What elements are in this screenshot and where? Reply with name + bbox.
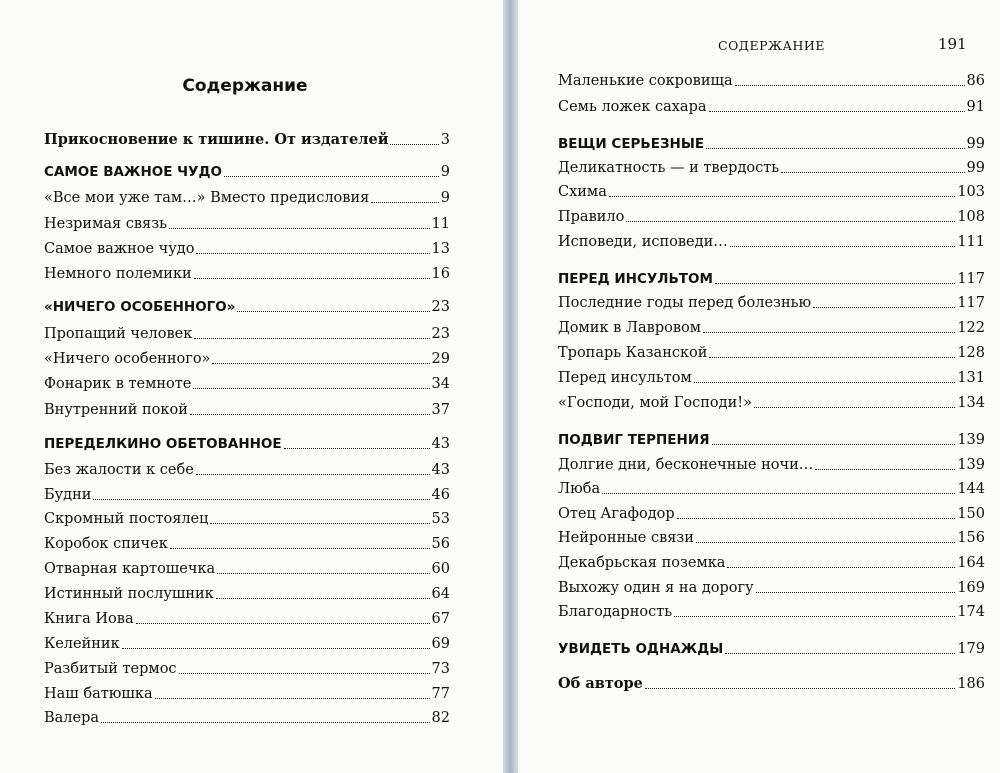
toc-entry-page: 111 (957, 234, 985, 250)
toc-entry (44, 612, 450, 627)
toc-entry-page: 69 (431, 636, 450, 652)
dot-leader (237, 310, 429, 312)
toc-entry-page: 13 (431, 241, 450, 257)
toc-entry-page: 108 (957, 209, 985, 225)
toc-entry-page: 43 (431, 462, 450, 478)
toc-entry-title: Истинный послушник (44, 586, 214, 602)
toc-entry-title: Валера (44, 710, 100, 726)
dot-leader (735, 84, 965, 86)
toc-entry (558, 642, 985, 657)
dot-leader (696, 541, 955, 543)
dot-leader (212, 362, 429, 364)
toc-entry-title: Прикосновение к тишине. От издателей (44, 131, 389, 148)
toc-entry-page: 23 (431, 326, 450, 342)
dot-leader (224, 175, 439, 177)
toc-entry (44, 537, 450, 552)
toc-entry-page: 34 (431, 376, 450, 392)
dot-leader (645, 687, 955, 689)
toc-entry (44, 377, 450, 392)
dot-leader (179, 672, 430, 674)
toc-entry-title: Наш батюшка (44, 686, 153, 702)
toc-entry-title: Пропащий человек (44, 326, 193, 342)
toc-entry (44, 133, 450, 148)
toc-entry (558, 581, 985, 596)
toc-entry (558, 677, 985, 692)
toc-entry-title: «Все мои уже там…» Вместо предисловия (44, 190, 370, 206)
right-page (518, 0, 1000, 773)
toc-entry-page: 37 (431, 402, 450, 418)
toc-entry-page: 117 (957, 295, 985, 311)
toc-entry (44, 300, 450, 315)
toc-entry-title: Деликатность — и твердость (558, 160, 780, 176)
toc-entry-title: Семь ложек сахара (558, 99, 707, 115)
toc-entry-title: Книга Иова (44, 611, 134, 627)
toc-entry (44, 403, 450, 418)
toc-entry-title: Коробок спичек (44, 536, 168, 552)
toc-entry-title: Схима (558, 184, 607, 200)
dot-leader (677, 517, 956, 519)
dot-leader (122, 647, 430, 649)
toc-entry (44, 562, 450, 577)
toc-entry-title: САМОЕ ВАЖНОЕ ЧУДО (44, 164, 222, 180)
toc-entry (558, 433, 985, 448)
toc-entry (558, 507, 985, 522)
toc-entry (44, 267, 450, 282)
dot-leader (210, 522, 429, 524)
toc-entry-page: 99 (966, 136, 985, 152)
toc-entry-page: 139 (957, 432, 985, 448)
dot-leader (390, 143, 438, 145)
dot-leader (194, 337, 429, 339)
toc-entry-title: Нейронные связи (558, 530, 694, 546)
toc-entry-title: Благодарность (558, 604, 673, 620)
toc-entry (44, 165, 450, 180)
dot-leader (703, 331, 955, 333)
dot-leader (602, 492, 955, 494)
dot-leader (727, 566, 955, 568)
toc-entry-title: Выхожу один я на дорогу (558, 580, 754, 596)
dot-leader (196, 252, 429, 254)
toc-entry-page: 67 (431, 611, 450, 627)
toc-entry (44, 191, 450, 206)
dot-leader (371, 201, 439, 203)
toc-entry (44, 637, 450, 652)
dot-leader (93, 498, 429, 500)
toc-entry-title: Перед инсультом (558, 370, 692, 386)
toc-entry-page: 99 (966, 160, 985, 176)
dot-leader (284, 447, 430, 449)
contents-heading: Содержание (182, 76, 308, 96)
toc-entry-title: Последние годы перед болезнью (558, 295, 812, 311)
page-number: 191 (938, 35, 967, 53)
toc-entry-page: 128 (957, 345, 985, 361)
running-head: СОДЕРЖАНИЕ (718, 38, 825, 53)
toc-entry (44, 687, 450, 702)
dot-leader (194, 277, 430, 279)
dot-leader (709, 356, 955, 358)
toc-entry-page: 174 (957, 604, 985, 620)
dot-leader (190, 413, 430, 415)
toc-entry-page: 64 (431, 586, 450, 602)
toc-entry-title: Скромный постоялец (44, 511, 209, 527)
toc-entry (44, 352, 450, 367)
toc-entry-page: 46 (431, 487, 450, 503)
book-gutter (503, 0, 518, 773)
dot-leader (170, 547, 430, 549)
toc-entry-page: 131 (957, 370, 985, 386)
toc-entry-page: 56 (431, 536, 450, 552)
toc-entry-title: Правило (558, 209, 625, 225)
toc-entry-page: 11 (431, 216, 450, 232)
toc-entry-title: Декабрьская поземка (558, 555, 726, 571)
toc-entry (44, 512, 450, 527)
dot-leader (216, 597, 430, 599)
toc-entry (558, 346, 985, 361)
toc-entry (44, 327, 450, 342)
dot-leader (706, 147, 965, 149)
dot-leader (725, 652, 955, 654)
toc-entry (44, 437, 450, 452)
toc-entry (44, 217, 450, 232)
dot-leader (674, 615, 955, 617)
toc-entry-page: 134 (957, 395, 985, 411)
toc-entry (558, 272, 985, 287)
toc-entry (558, 482, 985, 497)
toc-entry-page: 53 (431, 511, 450, 527)
toc-entry (44, 662, 450, 677)
toc-entry (558, 161, 985, 176)
dot-leader (712, 443, 956, 445)
toc-entry-title: УВИДЕТЬ ОДНАЖДЫ (558, 641, 724, 657)
toc-entry-title: ПЕРЕД ИНСУЛЬТОМ (558, 271, 713, 287)
toc-entry-page: 150 (957, 506, 985, 522)
toc-entry-page: 86 (966, 73, 985, 89)
toc-entry (558, 74, 985, 89)
toc-entry-title: Отец Агафодор (558, 506, 675, 522)
toc-entry-page: 164 (957, 555, 985, 571)
toc-entry (558, 556, 985, 571)
toc-entry (558, 605, 985, 620)
toc-entry (558, 100, 985, 115)
toc-entry-page: 29 (431, 351, 450, 367)
toc-entry-page: 144 (957, 481, 985, 497)
toc-entry (558, 235, 985, 250)
toc-entry-title: Маленькие сокровища (558, 73, 733, 89)
toc-entry-page: 186 (957, 676, 985, 692)
toc-entry-title: Келейник (44, 636, 120, 652)
dot-leader (169, 227, 430, 229)
toc-entry-page: 82 (431, 710, 450, 726)
toc-entry-title: Будни (44, 487, 92, 503)
toc-entry-title: «Ничего особенного» (44, 351, 211, 367)
toc-entry-page: 43 (431, 436, 450, 452)
toc-entry-title: Самое важное чудо (44, 241, 195, 257)
toc-entry-page: 16 (431, 266, 450, 282)
dot-leader (715, 282, 955, 284)
toc-entry-title: Фонарик в темноте (44, 376, 192, 392)
toc-entry-page: 169 (957, 580, 985, 596)
dot-leader (815, 468, 955, 470)
dot-leader (609, 195, 955, 197)
toc-entry (558, 137, 985, 152)
toc-entry-title: Люба (558, 481, 601, 497)
toc-entry (44, 711, 450, 726)
dot-leader (781, 171, 964, 173)
toc-entry-page: 9 (440, 190, 450, 206)
toc-entry (44, 488, 450, 503)
dot-leader (101, 721, 430, 723)
dot-leader (626, 220, 955, 222)
toc-entry-page: 117 (957, 271, 985, 287)
toc-entry-page: 23 (431, 299, 450, 315)
dot-leader (193, 387, 429, 389)
toc-entry (558, 185, 985, 200)
toc-entry-title: Тропарь Казанской (558, 345, 708, 361)
toc-entry-title: Без жалости к себе (44, 462, 194, 478)
toc-entry-page: 77 (431, 686, 450, 702)
toc-entry-title: ПЕРЕДЕЛКИНО ОБЕТОВАННОЕ (44, 436, 282, 452)
toc-entry (558, 458, 985, 473)
toc-entry (558, 371, 985, 386)
toc-entry-page: 179 (957, 641, 985, 657)
dot-leader (196, 473, 430, 475)
toc-entry-page: 139 (957, 457, 985, 473)
toc-entry (44, 242, 450, 257)
toc-entry-page: 60 (431, 561, 450, 577)
toc-entry (558, 210, 985, 225)
toc-entry-page: 122 (957, 320, 985, 336)
toc-entry-page: 9 (440, 164, 450, 180)
toc-entry-page: 3 (440, 132, 450, 148)
toc-entry (558, 531, 985, 546)
toc-entry (558, 296, 985, 311)
toc-entry (44, 587, 450, 602)
dot-leader (694, 381, 956, 383)
toc-entry-page: 103 (957, 184, 985, 200)
toc-entry-title: Исповеди, исповеди… (558, 234, 728, 250)
dot-leader (754, 406, 955, 408)
toc-entry (558, 321, 985, 336)
toc-entry-title: Внутренний покой (44, 402, 188, 418)
toc-entry-title: ПОДВИГ ТЕРПЕНИЯ (558, 432, 710, 448)
toc-entry (44, 463, 450, 478)
dot-leader (756, 591, 956, 593)
toc-entry-title: «НИЧЕГО ОСОБЕННОГО» (44, 299, 236, 315)
dot-leader (813, 306, 955, 308)
dot-leader (155, 697, 430, 699)
dot-leader (136, 622, 430, 624)
toc-entry-page: 91 (966, 99, 985, 115)
dot-leader (730, 245, 956, 247)
toc-entry-title: «Господи, мой Господи!» (558, 395, 752, 411)
toc-entry-title: Немного полемики (44, 266, 192, 282)
toc-entry-title: Домик в Лавровом (558, 320, 701, 336)
toc-entry-title: ВЕЩИ СЕРЬЕЗНЫЕ (558, 136, 705, 152)
toc-entry-page: 156 (957, 530, 985, 546)
toc-entry (558, 396, 985, 411)
toc-entry-title: Отварная картошечка (44, 561, 216, 577)
toc-entry-title: Об авторе (558, 675, 643, 692)
dot-leader (217, 572, 429, 574)
toc-entry-title: Разбитый термос (44, 661, 177, 677)
dot-leader (709, 110, 965, 112)
toc-entry-page: 73 (431, 661, 450, 677)
toc-entry-title: Долгие дни, бесконечные ночи… (558, 457, 814, 473)
toc-entry-title: Незримая связь (44, 216, 167, 232)
